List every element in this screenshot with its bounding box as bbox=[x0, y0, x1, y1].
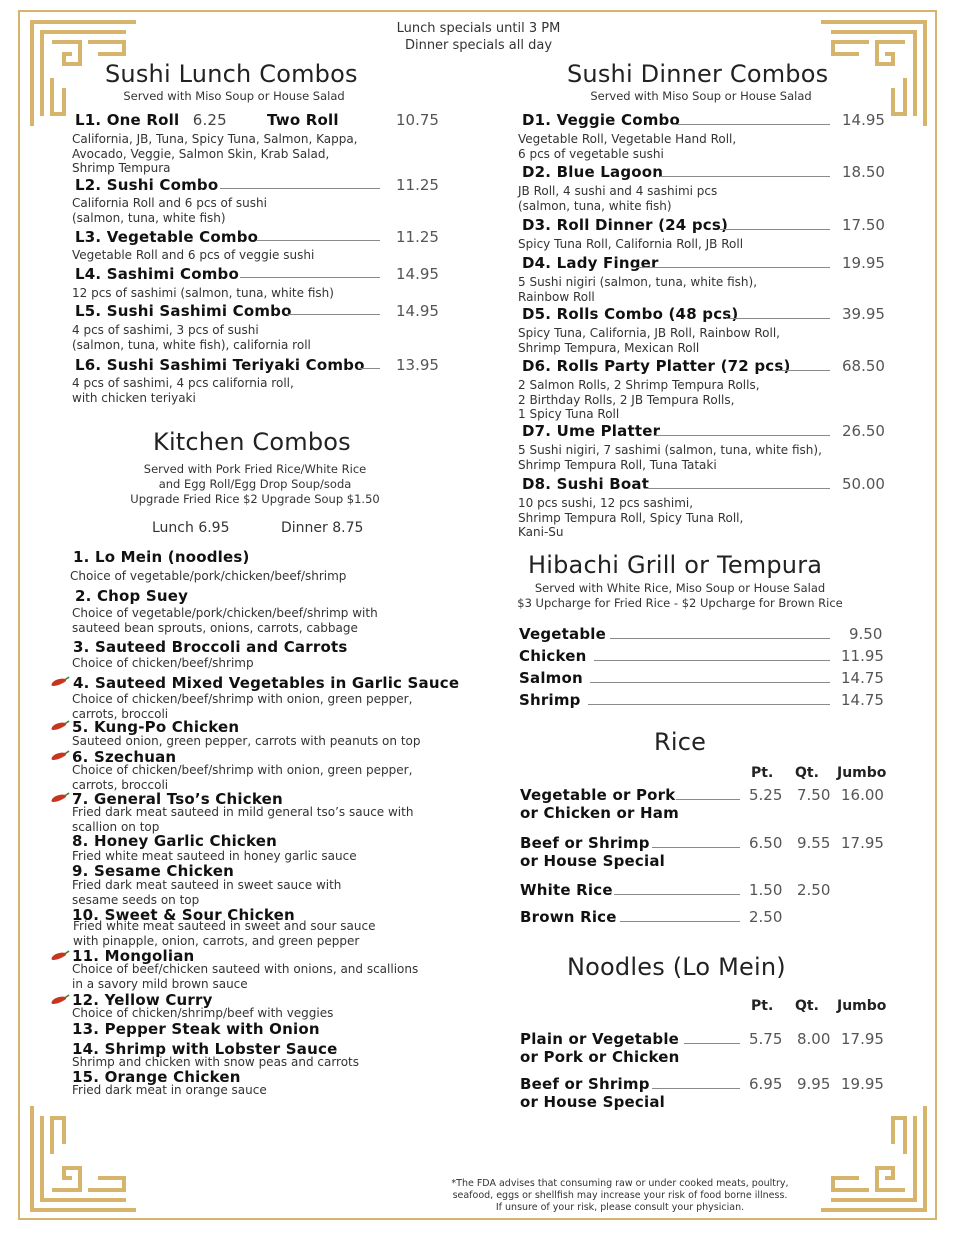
desc-line: Shrimp Tempura bbox=[72, 161, 171, 175]
desc-line: sesame seeds on top bbox=[72, 892, 200, 907]
leader-line bbox=[660, 176, 830, 177]
hibachi-section-subtitle bbox=[480, 581, 880, 611]
item-name-line: White Rice bbox=[520, 881, 613, 899]
leader-line bbox=[654, 435, 830, 436]
desc-line: Choice of vegetable/pork/chicken/beef/shrimp with bbox=[72, 606, 378, 620]
desc-line: 4 pcs of sashimi, 4 pcs california roll, bbox=[72, 376, 294, 390]
menu-item-l6[interactable]: L6. Sushi Sashimi Teriyaki Combo bbox=[75, 356, 365, 374]
kitchen-item-3[interactable]: 3. Sauteed Broccoli and Carrots bbox=[73, 638, 348, 656]
hibachi-section-title: Hibachi Grill or Tempura bbox=[528, 551, 823, 579]
item-description bbox=[518, 184, 717, 213]
dinner-section-title: Sushi Dinner Combos bbox=[567, 60, 829, 88]
item-name-line: Plain or Vegetable bbox=[520, 1030, 680, 1048]
dinner-item-d3[interactable]: D3. Roll Dinner (24 pcs) bbox=[522, 216, 729, 234]
subtitle-line: and Egg Roll/Egg Drop Soup/soda bbox=[158, 477, 352, 491]
price-pt: 6.50 bbox=[749, 834, 783, 852]
price-pt: 5.25 bbox=[749, 786, 783, 804]
desc-line: Choice of chicken/beef/shrimp with onion, green pepper, bbox=[72, 692, 413, 706]
gold-fret-corner-icon bbox=[28, 1102, 140, 1214]
leader-line bbox=[614, 894, 740, 895]
item-name: L1. One Roll bbox=[75, 111, 180, 129]
desc-line: 2 Salmon Rolls, 2 Shrimp Tempura Rolls, bbox=[518, 378, 760, 392]
desc-line: Choice of vegetable/pork/chicken/beef/shrimp bbox=[70, 569, 347, 583]
dinner-item-d1[interactable]: D1. Veggie Combo bbox=[522, 111, 680, 129]
dinner-item-d2[interactable]: D2. Blue Lagoon bbox=[522, 163, 664, 181]
hibachi-item-chicken[interactable]: Chicken bbox=[519, 647, 587, 665]
leader-line bbox=[684, 1043, 740, 1044]
desc-line: 6 pcs of vegetable sushi bbox=[518, 146, 664, 161]
price-jumbo: 16.00 bbox=[841, 786, 884, 804]
desc-line: Shrimp Tempura Roll, Spicy Tuna Roll, bbox=[518, 510, 744, 525]
desc-line: California Roll and 6 pcs of sushi bbox=[72, 196, 267, 210]
rice-col-qt: Qt. bbox=[795, 765, 819, 781]
item-price: 10.75 bbox=[396, 111, 439, 129]
kitchen-item-12[interactable]: 12. Yellow Curry bbox=[72, 991, 213, 1009]
leader-line bbox=[610, 638, 830, 639]
dinner-item-d8[interactable]: D8. Sushi Boat bbox=[522, 475, 650, 493]
chili-pepper-icon bbox=[50, 750, 70, 762]
rice-item[interactable] bbox=[520, 786, 679, 822]
subtitle-line: Served with White Rice, Miso Soup or House Salad bbox=[534, 581, 826, 595]
chili-pepper-icon bbox=[50, 792, 70, 804]
desc-line: Choice of chicken/beef/shrimp bbox=[72, 656, 254, 670]
menu-item-l5[interactable]: L5. Sushi Sashimi Combo bbox=[75, 302, 292, 320]
dinner-hours-text: Dinner specials all day bbox=[404, 38, 553, 53]
lunch-hours-text: Lunch specials until 3 PM bbox=[396, 21, 561, 36]
kitchen-item-7[interactable]: 7. General Tso’s Chicken bbox=[72, 790, 283, 808]
kitchen-section-title: Kitchen Combos bbox=[153, 428, 351, 456]
leader-line bbox=[652, 1088, 740, 1089]
dinner-section-subtitle: Served with Miso Soup or House Salad bbox=[590, 89, 812, 103]
leader-line bbox=[726, 318, 830, 319]
item-description bbox=[72, 376, 294, 405]
desc-line: Fried white meat sauteed in honey garlic sauce bbox=[72, 849, 357, 863]
kitchen-item-15[interactable]: 15. Orange Chicken bbox=[72, 1068, 241, 1086]
item-description bbox=[518, 275, 757, 304]
item-price: 13.95 bbox=[396, 356, 439, 374]
disclaimer-line: seafood, eggs or shellfish may increase your risk of food borne illness. bbox=[452, 1190, 788, 1201]
desc-line: carrots, broccoli bbox=[72, 706, 169, 721]
item-description bbox=[72, 656, 254, 671]
item-price: 14.95 bbox=[396, 302, 439, 320]
kitchen-section-subtitle bbox=[90, 462, 420, 507]
kitchen-item-8[interactable]: 8. Honey Garlic Chicken bbox=[72, 832, 278, 850]
desc-line: Fried dark meat sauteed in sweet sauce with bbox=[72, 878, 342, 892]
leader-line bbox=[632, 267, 830, 268]
desc-line: Spicy Tuna, California, JB Roll, Rainbow Roll, bbox=[518, 326, 780, 340]
price-qt: 2.50 bbox=[797, 881, 831, 899]
dinner-item-d5[interactable]: D5. Rolls Combo (48 pcs) bbox=[522, 305, 739, 323]
rice-col-pt: Pt. bbox=[751, 765, 774, 781]
lunch-section-subtitle: Served with Miso Soup or House Salad bbox=[123, 89, 345, 103]
desc-line: Fried dark meat sauteed in mild general tso’s sauce with bbox=[72, 805, 414, 819]
item-name-line: or Chicken or Ham bbox=[520, 804, 679, 822]
price-qt: 9.55 bbox=[797, 834, 831, 852]
leader-line bbox=[620, 921, 740, 922]
item-price: 11.95 bbox=[841, 647, 884, 665]
desc-line: Sauteed onion, green pepper, carrots with peanuts on top bbox=[72, 734, 421, 748]
item-price: 14.75 bbox=[841, 691, 884, 709]
kitchen-item-2[interactable]: 2. Chop Suey bbox=[75, 587, 189, 605]
item-price: 6.25 bbox=[192, 111, 227, 129]
item-description bbox=[518, 132, 736, 161]
hibachi-item-salmon[interactable]: Salmon bbox=[519, 669, 583, 687]
item-price: 11.25 bbox=[396, 228, 439, 246]
hibachi-item-vegetable[interactable]: Vegetable bbox=[519, 625, 607, 643]
desc-line: Shrimp Tempura, Mexican Roll bbox=[518, 340, 700, 355]
price-qt: 8.00 bbox=[797, 1030, 831, 1048]
desc-line: (salmon, tuna, white fish) bbox=[72, 210, 226, 225]
leader-line bbox=[676, 799, 740, 800]
desc-line: Fried dark meat in orange sauce bbox=[72, 1083, 267, 1097]
noodles-col-qt: Qt. bbox=[795, 998, 819, 1014]
item-description bbox=[72, 606, 378, 635]
item-description bbox=[72, 1083, 267, 1098]
item-name-line: Vegetable or Pork bbox=[520, 786, 676, 804]
kitchen-lunch-price: Lunch 6.95 bbox=[152, 520, 230, 536]
item-price: 19.95 bbox=[842, 254, 885, 272]
item-description bbox=[72, 805, 413, 834]
price-pt: 6.95 bbox=[749, 1075, 783, 1093]
item-price: 14.75 bbox=[841, 669, 884, 687]
item-name-line: Beef or Shrimp bbox=[520, 1075, 650, 1093]
item-description bbox=[72, 692, 412, 721]
item-price: 39.95 bbox=[842, 305, 885, 323]
item-description bbox=[73, 919, 375, 948]
item-description bbox=[70, 569, 346, 584]
desc-line: Choice of chicken/beef/shrimp with onion, green pepper, bbox=[72, 763, 413, 777]
dinner-item-d4[interactable]: D4. Lady Finger bbox=[522, 254, 659, 272]
noodles-col-jumbo: Jumbo bbox=[837, 998, 887, 1014]
lunch-section-title: Sushi Lunch Combos bbox=[105, 60, 358, 88]
desc-line: 5 Sushi nigiri, 7 sashimi (salmon, tuna, white fish), bbox=[518, 443, 822, 457]
item-price: 14.95 bbox=[842, 111, 885, 129]
item-name-two-roll: Two Roll bbox=[267, 111, 339, 129]
leader-line bbox=[240, 277, 380, 278]
desc-line: Spicy Tuna Roll, California Roll, JB Roll bbox=[518, 237, 744, 251]
leader-line bbox=[220, 188, 380, 189]
noodle-item[interactable] bbox=[520, 1075, 665, 1111]
kitchen-dinner-price: Dinner 8.75 bbox=[281, 520, 364, 536]
desc-line: 4 pcs of sashimi, 3 pcs of sushi bbox=[72, 323, 259, 337]
desc-line: California, JB, Tuna, Spicy Tuna, Salmon, Kappa, bbox=[72, 132, 358, 146]
subtitle-line: Upgrade Fried Rice $2 Upgrade Soup $1.50 bbox=[130, 492, 380, 506]
item-description bbox=[72, 878, 341, 907]
subtitle-line: Served with Pork Fried Rice/White Rice bbox=[143, 462, 367, 476]
kitchen-item-1[interactable]: 1. Lo Mein (noodles) bbox=[73, 548, 250, 566]
item-description bbox=[518, 378, 760, 422]
noodle-item[interactable] bbox=[520, 1030, 680, 1066]
desc-line: with pinapple, onion, carrots, and green pepper bbox=[73, 933, 360, 948]
desc-line: Rainbow Roll bbox=[518, 289, 595, 304]
leader-line bbox=[652, 847, 740, 848]
desc-line: Avocado, Veggie, Salmon Skin, Krab Salad, bbox=[72, 146, 330, 161]
rice-item[interactable] bbox=[520, 834, 665, 870]
item-name-line: or House Special bbox=[520, 852, 665, 870]
item-description bbox=[72, 196, 267, 225]
desc-line: Choice of chicken/shrimp/beef with veggies bbox=[72, 1006, 334, 1020]
leader-line bbox=[358, 368, 380, 369]
item-description bbox=[72, 763, 412, 792]
item-description: Vegetable Roll and 6 pcs of veggie sushi bbox=[72, 248, 315, 262]
desc-line: (salmon, tuna, white fish) bbox=[518, 198, 672, 213]
kitchen-item-5[interactable]: 5. Kung-Po Chicken bbox=[72, 718, 240, 736]
price-pt: 1.50 bbox=[749, 881, 783, 899]
desc-line: 1 Spicy Tuna Roll bbox=[518, 407, 620, 421]
desc-line: Shrimp Tempura Roll, Tuna Tataki bbox=[518, 457, 717, 472]
desc-line: sauteed bean sprouts, onions, carrots, cabbage bbox=[72, 620, 358, 635]
desc-line: carrots, broccoli bbox=[72, 777, 169, 792]
item-description bbox=[72, 323, 311, 352]
kitchen-item-6[interactable]: 6. Szechuan bbox=[72, 748, 177, 766]
leader-line bbox=[672, 124, 830, 125]
leader-line bbox=[720, 229, 830, 230]
leader-line bbox=[594, 660, 830, 661]
menu-item-l3[interactable]: L3. Vegetable Combo bbox=[75, 228, 259, 246]
price-pt: 5.75 bbox=[749, 1030, 783, 1048]
item-price: 11.25 bbox=[396, 176, 439, 194]
item-price: 68.50 bbox=[842, 357, 885, 375]
rice-col-jumbo: Jumbo bbox=[837, 765, 887, 781]
leader-line bbox=[590, 682, 830, 683]
price-qt: 7.50 bbox=[797, 786, 831, 804]
leader-line bbox=[588, 704, 830, 705]
leader-line bbox=[287, 314, 380, 315]
dinner-item-d6[interactable]: D6. Rolls Party Platter (72 pcs) bbox=[522, 357, 791, 375]
item-description bbox=[72, 962, 418, 991]
fda-disclaimer bbox=[440, 1178, 800, 1214]
price-jumbo: 17.95 bbox=[841, 834, 884, 852]
disclaimer-line: *The FDA advises that consuming raw or under cooked meats, poultry, bbox=[451, 1178, 789, 1189]
item-name-line: or Pork or Chicken bbox=[520, 1048, 680, 1066]
kitchen-item-9[interactable]: 9. Sesame Chicken bbox=[72, 862, 234, 880]
desc-line: 2 Birthday Rolls, 2 JB Tempura Rolls, bbox=[518, 392, 735, 407]
kitchen-item-14[interactable]: 14. Shrimp with Lobster Sauce bbox=[72, 1040, 338, 1058]
price-pt: 2.50 bbox=[749, 908, 783, 926]
desc-line: Shrimp and chicken with snow peas and carrots bbox=[72, 1055, 360, 1069]
desc-line: with chicken teriyaki bbox=[72, 390, 196, 405]
item-description bbox=[518, 443, 822, 472]
price-qt: 9.95 bbox=[797, 1075, 831, 1093]
gold-fret-corner-icon bbox=[817, 1102, 929, 1214]
leader-line bbox=[778, 370, 830, 371]
subtitle-line: $3 Upcharge for Fried Rice - $2 Upcharge for Brown Rice bbox=[517, 596, 843, 610]
hours-header bbox=[0, 20, 957, 54]
menu-item-l1[interactable] bbox=[75, 111, 227, 129]
item-price: 17.50 bbox=[842, 216, 885, 234]
dinner-item-d7[interactable]: D7. Ume Platter bbox=[522, 422, 661, 440]
rice-item[interactable] bbox=[520, 908, 617, 926]
price-jumbo: 19.95 bbox=[841, 1075, 884, 1093]
kitchen-item-10[interactable]: 10. Sweet & Sour Chicken bbox=[72, 906, 295, 924]
item-description bbox=[518, 496, 743, 540]
noodles-col-pt: Pt. bbox=[751, 998, 774, 1014]
item-name-line: Beef or Shrimp bbox=[520, 834, 650, 852]
desc-line: 5 Sushi nigiri (salmon, tuna, white fish), bbox=[518, 275, 758, 289]
chili-pepper-icon bbox=[50, 676, 70, 688]
item-price: 14.95 bbox=[396, 265, 439, 283]
leader-line bbox=[644, 488, 830, 489]
kitchen-item-13[interactable]: 13. Pepper Steak with Onion bbox=[72, 1020, 320, 1038]
leader-line bbox=[256, 240, 380, 241]
price-jumbo: 17.95 bbox=[841, 1030, 884, 1048]
desc-line: in a savory mild brown sauce bbox=[72, 976, 248, 991]
item-price: 18.50 bbox=[842, 163, 885, 181]
chili-pepper-icon bbox=[50, 994, 70, 1006]
item-name-line: Brown Rice bbox=[520, 908, 617, 926]
desc-line: 10 pcs sushi, 12 pcs sashimi, bbox=[518, 496, 694, 510]
item-description bbox=[72, 132, 357, 176]
menu-item-l2[interactable]: L2. Sushi Combo bbox=[75, 176, 219, 194]
item-price: 9.50 bbox=[849, 625, 883, 643]
desc-line: Kani-Su bbox=[518, 525, 564, 539]
item-price: 26.50 bbox=[842, 422, 885, 440]
item-description bbox=[518, 326, 780, 355]
kitchen-item-4[interactable]: 4. Sauteed Mixed Vegetables in Garlic Sauce bbox=[73, 674, 460, 692]
rice-section-title: Rice bbox=[654, 728, 707, 756]
desc-line: scallion on top bbox=[72, 819, 160, 834]
kitchen-item-11[interactable]: 11. Mongolian bbox=[72, 947, 195, 965]
menu-item-l4[interactable]: L4. Sashimi Combo bbox=[75, 265, 239, 283]
desc-line: JB Roll, 4 sushi and 4 sashimi pcs bbox=[518, 184, 718, 198]
noodles-section-title: Noodles (Lo Mein) bbox=[567, 953, 786, 981]
item-description bbox=[72, 1006, 333, 1021]
item-name-line: or House Special bbox=[520, 1093, 665, 1111]
item-description: 12 pcs of sashimi (salmon, tuna, white fish) bbox=[72, 286, 334, 300]
hibachi-item-shrimp[interactable]: Shrimp bbox=[519, 691, 581, 709]
item-price: 50.00 bbox=[842, 475, 885, 493]
chili-pepper-icon bbox=[50, 950, 70, 962]
desc-line: (salmon, tuna, white fish), california roll bbox=[72, 337, 311, 352]
item-description bbox=[518, 237, 743, 252]
rice-item[interactable] bbox=[520, 881, 613, 899]
desc-line: Fried white meat sauteed in sweet and sour sauce bbox=[73, 919, 376, 933]
item-description bbox=[72, 734, 420, 749]
desc-line: Vegetable Roll, Vegetable Hand Roll, bbox=[518, 132, 737, 146]
desc-line: Choice of beef/chicken sauteed with onions, and scallions bbox=[72, 962, 419, 976]
disclaimer-line: If unsure of your risk, please consult your physician. bbox=[495, 1202, 745, 1213]
chili-pepper-icon bbox=[50, 720, 70, 732]
